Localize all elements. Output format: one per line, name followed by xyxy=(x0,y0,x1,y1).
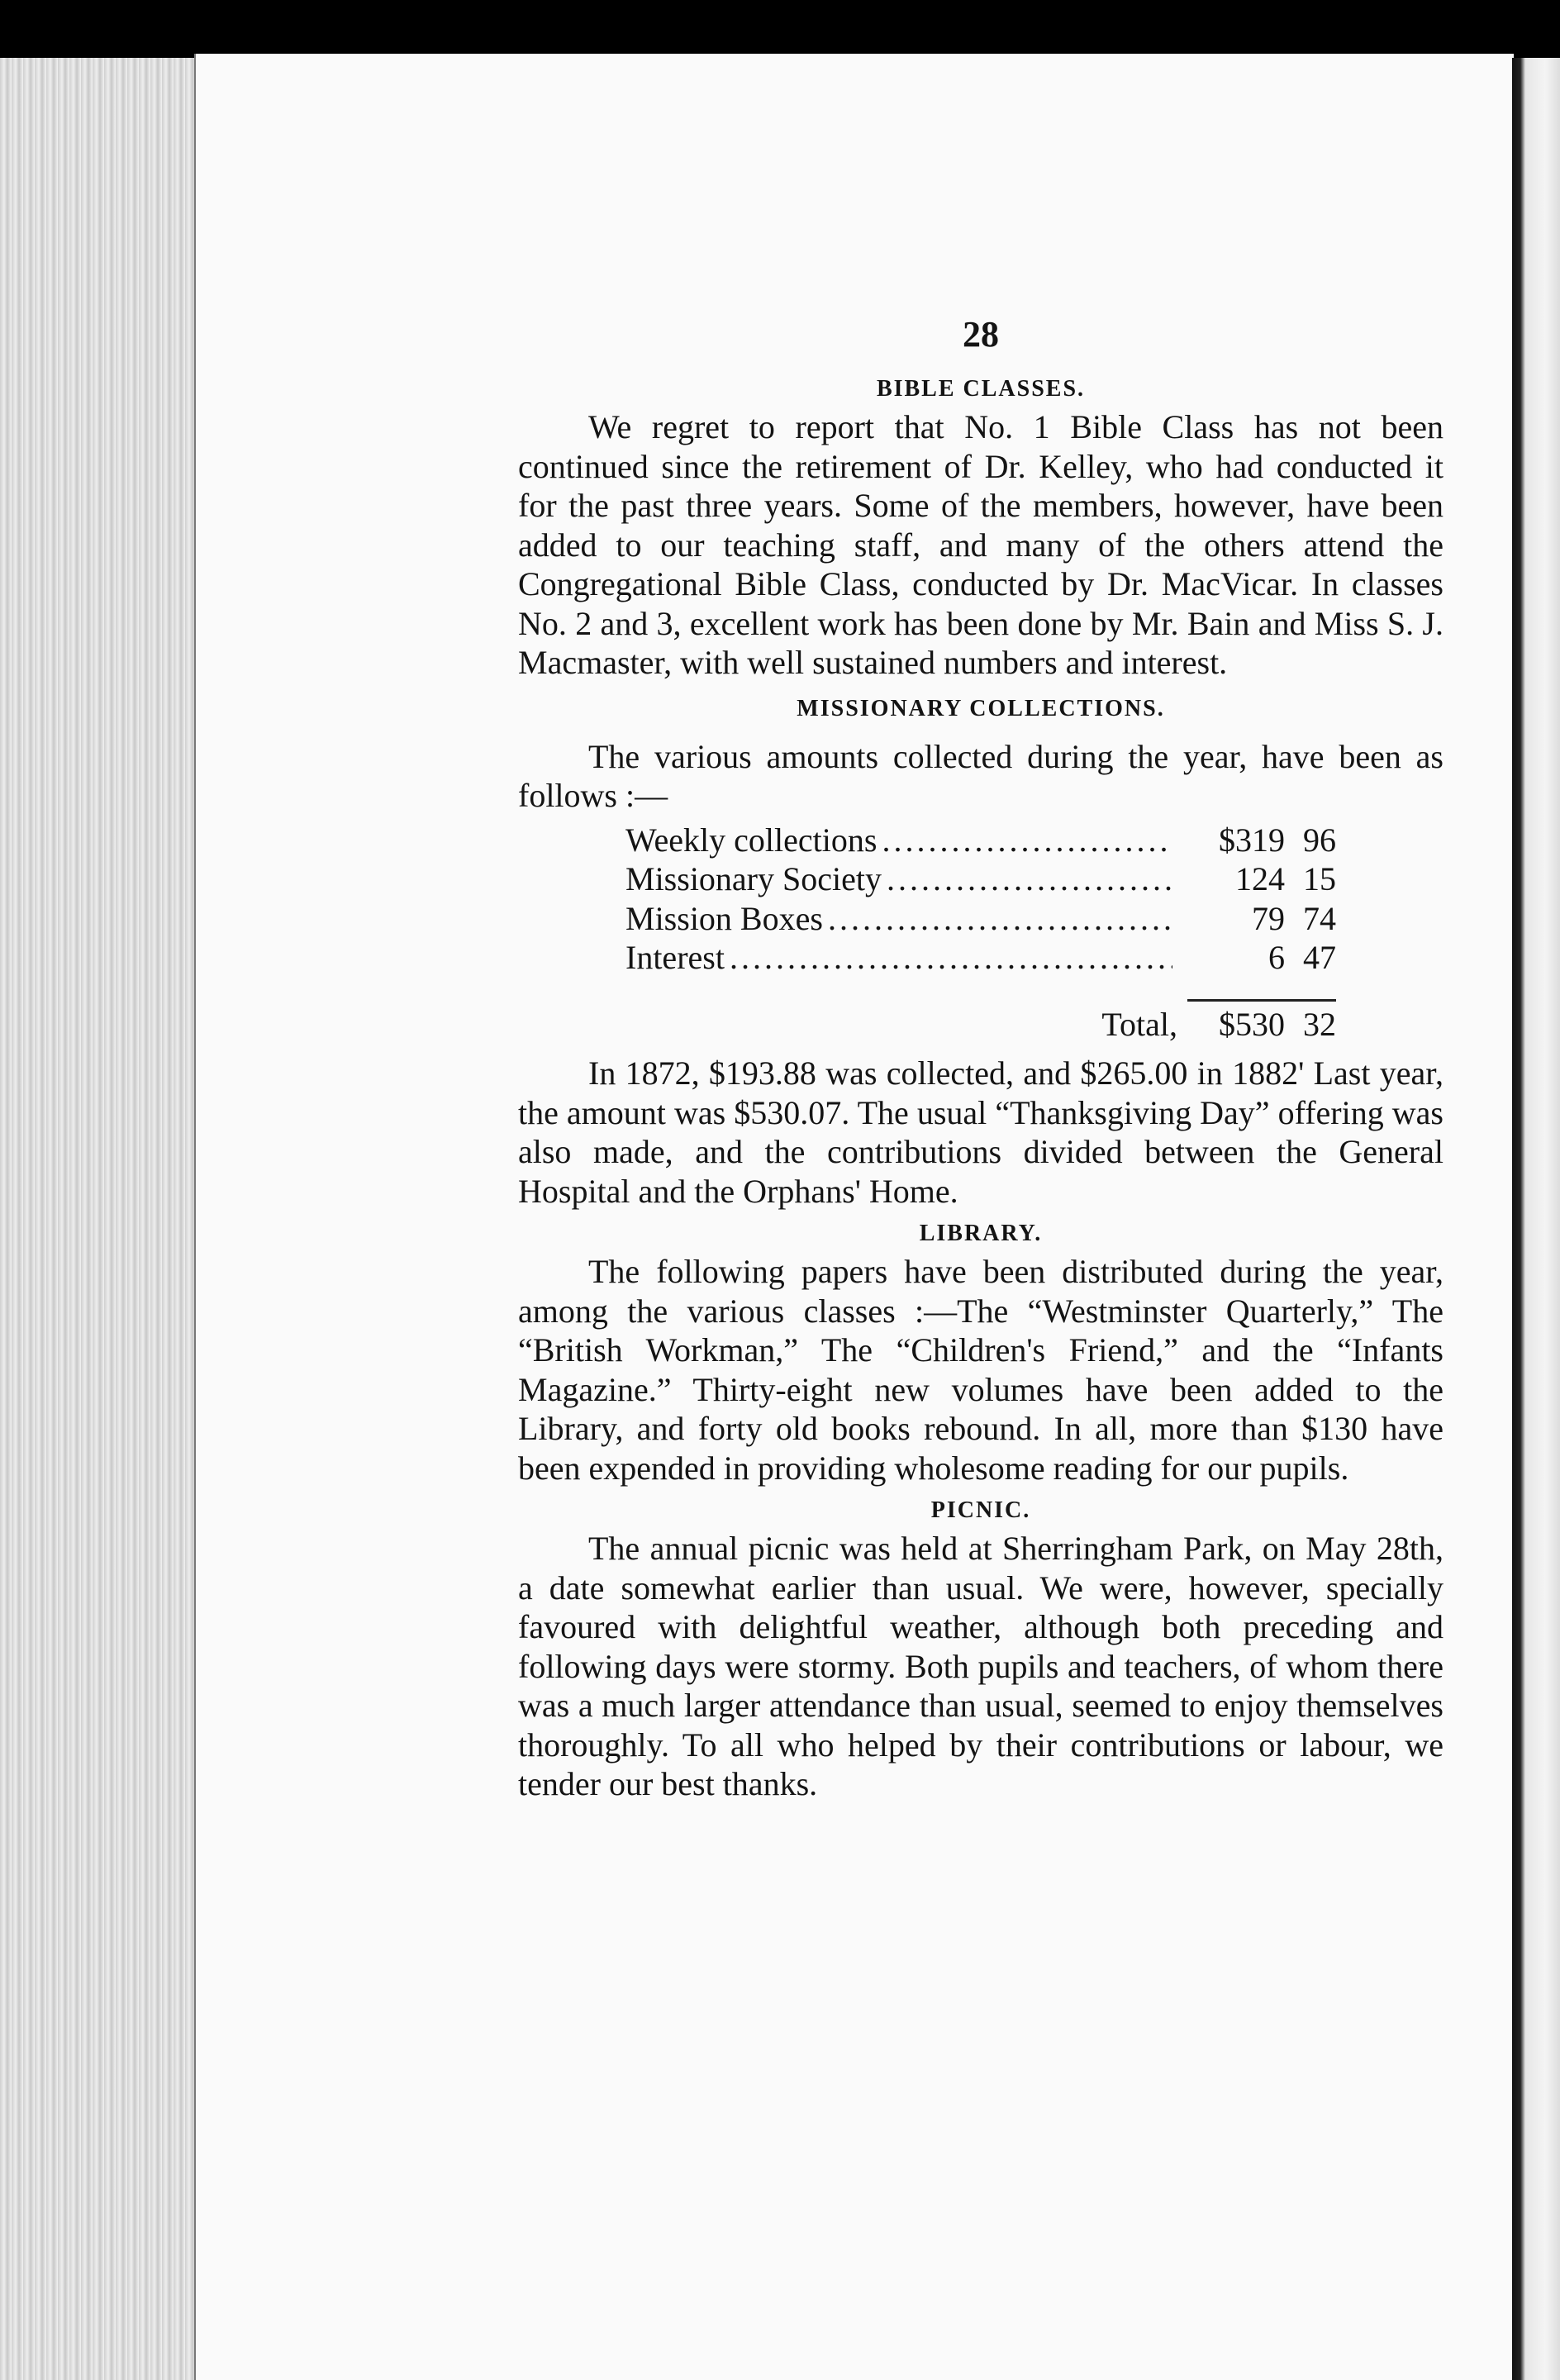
collection-cents: 47 xyxy=(1303,939,1336,976)
collection-row xyxy=(625,821,1336,860)
book-page-edges xyxy=(0,58,207,2380)
collection-cents: 96 xyxy=(1303,821,1336,859)
collection-dollars: 6 xyxy=(1268,939,1285,976)
page-number: 28 xyxy=(963,314,999,355)
total-cents: 32 xyxy=(1303,1005,1336,1043)
collection-row xyxy=(625,859,1336,899)
heading-bible-classes: BIBLE CLASSES. xyxy=(876,376,1086,402)
heading-missionary-collections: MISSIONARY COLLECTIONS. xyxy=(797,695,1165,721)
collection-label: Interest xyxy=(625,939,725,976)
paragraph-collections-intro: The various amounts collected during the year, have been as follows :— xyxy=(518,737,1443,814)
leader-dots xyxy=(730,938,1172,978)
paragraph-picnic: The annual picnic was held at Sherringham Park, on May 28th, a date somewhat earlier than usual. We were, however, specially favoured with delightful weather, although both preceding and following days were stormy. Both pupils and teachers, of whom there was a much larger attendance than usual, seemed to enjoy themselves thoroughly. To all who helped by their contributions or labour, we tender our best thanks. xyxy=(518,1530,1443,1802)
collection-cents: 74 xyxy=(1303,899,1336,937)
book-right-edge xyxy=(1512,58,1560,2380)
collection-cents: 15 xyxy=(1303,860,1336,897)
collection-row xyxy=(625,899,1336,939)
collection-label: Mission Boxes xyxy=(625,899,823,937)
collection-row xyxy=(625,938,1336,978)
collection-dollars: 124 xyxy=(1235,860,1285,897)
heading-picnic: PICNIC. xyxy=(930,1497,1031,1523)
total-dollars: $530 xyxy=(1219,1005,1285,1043)
collections-table xyxy=(625,821,1336,1045)
collection-label: Weekly collections xyxy=(625,821,878,859)
total-rule xyxy=(1187,999,1336,1002)
heading-library: LIBRARY. xyxy=(919,1221,1043,1246)
collection-total-row xyxy=(625,1005,1336,1045)
collection-dollars: 79 xyxy=(1252,899,1285,937)
page-text xyxy=(518,310,1443,1804)
paragraph-library: The following papers have been distributed during the year, among the various classes :—The “Westminster Quarterly,” The “British Workman,” The “Children's Friend,” and the “Infants Magazine.” Thirty-eight new volumes have been added to the Library, and forty old books rebound. In all, more than $130 have been expended in providing wholesome reading for our pupils. xyxy=(518,1253,1443,1487)
leader-dots xyxy=(828,899,1172,939)
collection-dollars: $319 xyxy=(1219,821,1285,859)
collection-label: Missionary Society xyxy=(625,860,882,897)
leader-dots xyxy=(887,859,1172,899)
total-label: Total, xyxy=(1101,1005,1177,1043)
paragraph-collections-history: In 1872, $193.88 was collected, and $265.00 in 1882' Last year, the amount was $530.07. The usual “Thanksgiving Day” offering was also made, and the contributions divided between the General Hospital and the Orphans' Home. xyxy=(518,1054,1443,1210)
paragraph-bible-classes: We regret to report that No. 1 Bible Class has not been continued since the retirement of Dr. Kelley, who had conducted it for the past three years. Some of the members, however, have been added to our teaching staff, and many of the others attend the Congregational Bible Class, conducted by Dr. MacVicar. In classes No. 2 and 3, excellent work has been done by Mr. Bain and Miss S. J. Macmaster, with well sustained numbers and interest. xyxy=(518,408,1443,681)
leader-dots xyxy=(882,821,1172,860)
